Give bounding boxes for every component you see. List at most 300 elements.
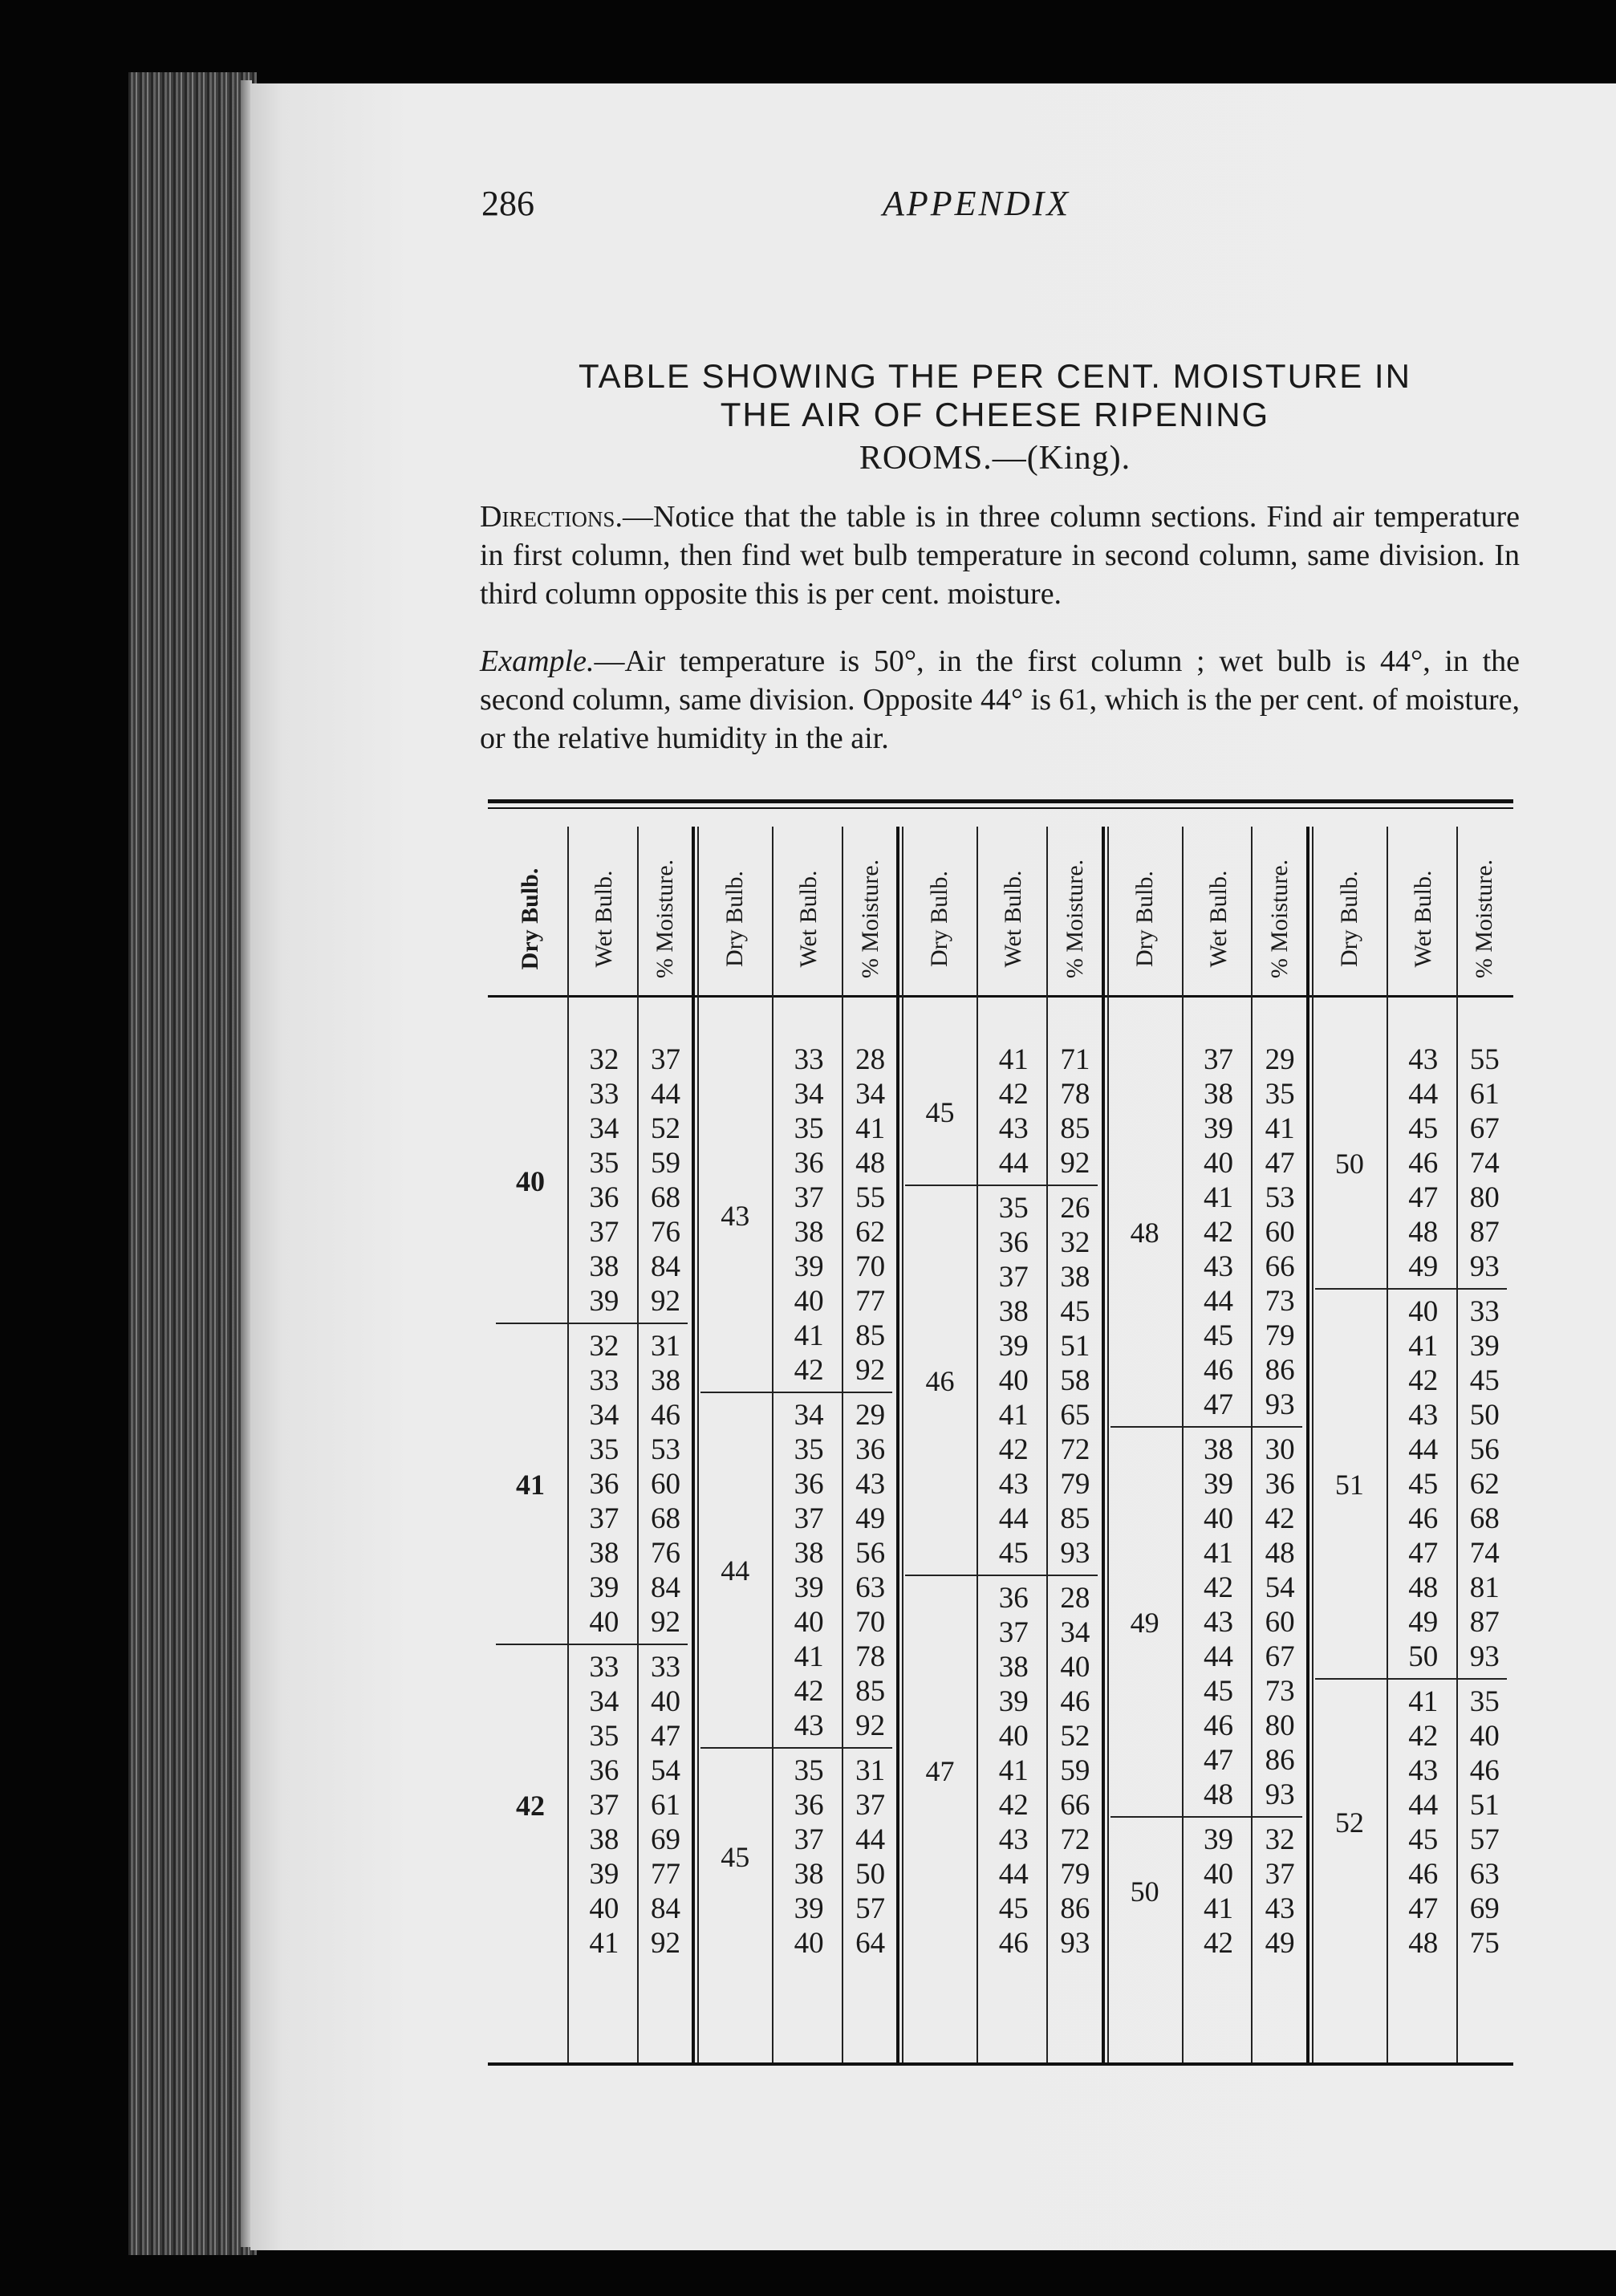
moisture-cell: 93 <box>1060 1926 1090 1960</box>
wet-bulb-cell: 48 <box>1408 1571 1439 1604</box>
moisture-cell: 80 <box>1469 1181 1500 1214</box>
moisture-cell: 59 <box>1060 1753 1090 1787</box>
wet-bulb-cell: 40 <box>1204 1502 1233 1535</box>
moisture-cell: 33 <box>1469 1294 1500 1328</box>
moisture-cell: 38 <box>1060 1260 1090 1294</box>
wet-bulb-cell: 35 <box>794 1753 824 1787</box>
moisture-cell: 76 <box>650 1536 680 1570</box>
wet-bulb-cell: 35 <box>794 1432 824 1466</box>
column-header-text: Dry Bulb. <box>926 871 953 967</box>
group-separator <box>700 1392 892 1393</box>
wet-bulb-cell: 41 <box>998 1753 1029 1787</box>
moisture-cell: 54 <box>1265 1571 1295 1604</box>
wet-bulb-cell: 33 <box>589 1650 619 1684</box>
wet-bulb-cell: 36 <box>998 1581 1029 1615</box>
example-label: Example. <box>480 644 595 678</box>
column-header-text: % Moisture. <box>1266 859 1293 979</box>
dry-bulb-cell: 46 <box>925 1364 955 1397</box>
wet-bulb-cell: 39 <box>589 1571 619 1604</box>
moisture-cell: 79 <box>1060 1857 1090 1891</box>
wet-bulb-cell: 46 <box>1204 1354 1233 1387</box>
wet-bulb-cell: 42 <box>1204 1571 1233 1604</box>
wet-bulb-cell: 45 <box>1408 1112 1439 1145</box>
moisture-cell: 36 <box>855 1432 886 1466</box>
moisture-cell: 34 <box>1060 1615 1090 1649</box>
column-header <box>989 835 1037 1003</box>
moisture-cell: 28 <box>855 1043 886 1076</box>
wet-bulb-cell: 43 <box>998 1467 1029 1501</box>
wet-bulb-cell: 38 <box>998 1650 1029 1684</box>
wet-bulb-cell: 47 <box>1408 1892 1439 1925</box>
wet-bulb-cell: 35 <box>794 1112 824 1145</box>
column-header-text: Wet Bulb. <box>1409 870 1436 968</box>
moisture-cell: 92 <box>650 1926 680 1960</box>
moisture-cell: 70 <box>855 1250 886 1283</box>
dry-bulb-cell: 45 <box>721 1841 750 1874</box>
moisture-cell: 50 <box>1469 1398 1500 1432</box>
moisture-cell: 70 <box>855 1605 886 1639</box>
moisture-cell: 50 <box>855 1857 886 1891</box>
wet-bulb-cell: 40 <box>589 1605 619 1639</box>
wet-bulb-cell: 37 <box>589 1502 619 1535</box>
column-header-text: % Moisture. <box>856 859 883 979</box>
panel-divider <box>692 827 695 2062</box>
moisture-cell: 68 <box>650 1502 680 1535</box>
title-line-3: ROOMS.—(King). <box>859 440 1131 477</box>
wet-bulb-cell: 42 <box>998 1788 1029 1822</box>
column-header-text: % Moisture. <box>1061 859 1088 979</box>
wet-bulb-cell: 42 <box>1408 1363 1439 1397</box>
wet-bulb-cell: 34 <box>589 1398 619 1432</box>
panel-divider <box>1306 827 1309 2062</box>
moisture-cell: 60 <box>1265 1216 1295 1249</box>
wet-bulb-cell: 40 <box>589 1892 619 1925</box>
column-header-text: Dry Bulb. <box>1131 871 1158 967</box>
moisture-cell: 45 <box>1469 1363 1500 1397</box>
moisture-cell: 62 <box>855 1216 886 1249</box>
moisture-cell: 52 <box>1060 1719 1090 1753</box>
wet-bulb-cell: 45 <box>1408 1823 1439 1856</box>
moisture-cell: 46 <box>650 1398 680 1432</box>
wet-bulb-cell: 44 <box>998 1857 1029 1891</box>
moisture-cell: 41 <box>1265 1112 1295 1145</box>
wet-bulb-cell: 41 <box>1204 1181 1233 1214</box>
column-header-text: % Moisture. <box>1471 859 1498 979</box>
wet-bulb-cell: 38 <box>1204 1432 1233 1466</box>
dry-bulb-cell: 40 <box>516 1164 546 1197</box>
wet-bulb-cell: 44 <box>1408 1788 1439 1822</box>
moisture-cell: 93 <box>1265 1388 1295 1421</box>
wet-bulb-cell: 41 <box>998 1398 1029 1432</box>
wet-bulb-cell: 37 <box>794 1823 824 1856</box>
group-separator <box>905 1185 1097 1186</box>
wet-bulb-cell: 48 <box>1408 1216 1439 1249</box>
moisture-cell: 28 <box>1060 1581 1090 1615</box>
example-paragraph <box>480 642 1520 758</box>
column-divider <box>1387 827 1388 2062</box>
moisture-cell: 52 <box>650 1112 680 1145</box>
moisture-cell: 92 <box>855 1354 886 1387</box>
column-header-text: Wet Bulb. <box>590 870 617 968</box>
moisture-cell: 77 <box>650 1857 680 1891</box>
wet-bulb-cell: 44 <box>1204 1285 1233 1318</box>
moisture-cell: 86 <box>1060 1892 1090 1925</box>
wet-bulb-cell: 43 <box>1204 1605 1233 1639</box>
moisture-cell: 93 <box>1265 1778 1295 1811</box>
moisture-cell: 46 <box>1060 1684 1090 1718</box>
moisture-cell: 66 <box>1060 1788 1090 1822</box>
wet-bulb-cell: 40 <box>1204 1857 1233 1891</box>
panel-divider <box>896 827 899 2062</box>
column-header-text: Dry Bulb. <box>517 868 544 970</box>
directions-text: —Notice that the table is in three column sections. Find air temperature in first column, then find wet bulb temperature in second column, same division. In third column opposite this is per cent. moisture. <box>480 500 1520 611</box>
group-separator <box>1315 1678 1507 1680</box>
wet-bulb-cell: 33 <box>794 1043 824 1076</box>
moisture-cell: 79 <box>1265 1319 1295 1352</box>
wet-bulb-cell: 44 <box>998 1147 1029 1180</box>
wet-bulb-cell: 41 <box>1408 1684 1439 1718</box>
moisture-cell: 53 <box>1265 1181 1295 1214</box>
moisture-cell: 54 <box>650 1753 680 1787</box>
moisture-cell: 38 <box>650 1363 680 1397</box>
moisture-cell: 75 <box>1469 1926 1500 1960</box>
wet-bulb-cell: 36 <box>794 1147 824 1180</box>
panel-divider-thin <box>697 827 699 2062</box>
wet-bulb-cell: 40 <box>1204 1147 1233 1180</box>
wet-bulb-cell: 41 <box>794 1319 824 1352</box>
moisture-cell: 56 <box>1469 1432 1500 1466</box>
wet-bulb-cell: 36 <box>998 1225 1029 1259</box>
moisture-cell: 58 <box>1060 1363 1090 1397</box>
moisture-cell: 37 <box>1265 1857 1295 1891</box>
wet-bulb-cell: 49 <box>1408 1605 1439 1639</box>
table-bottom-rule <box>488 2062 1513 2066</box>
moisture-cell: 35 <box>1469 1684 1500 1718</box>
wet-bulb-cell: 42 <box>794 1674 824 1708</box>
wet-bulb-cell: 41 <box>589 1926 619 1960</box>
wet-bulb-cell: 39 <box>589 1857 619 1891</box>
wet-bulb-cell: 44 <box>1408 1078 1439 1111</box>
group-separator <box>496 1644 688 1645</box>
column-header <box>1051 835 1099 1003</box>
wet-bulb-cell: 50 <box>1408 1640 1439 1673</box>
column-header <box>641 835 689 1003</box>
wet-bulb-cell: 43 <box>1408 1753 1439 1787</box>
wet-bulb-cell: 43 <box>998 1823 1029 1856</box>
moisture-cell: 77 <box>855 1285 886 1318</box>
column-divider <box>772 827 773 2062</box>
panel-divider-thin <box>902 827 903 2062</box>
moisture-cell: 57 <box>1469 1823 1500 1856</box>
wet-bulb-cell: 41 <box>1408 1329 1439 1363</box>
moisture-cell: 40 <box>1060 1650 1090 1684</box>
moisture-cell: 60 <box>1265 1605 1295 1639</box>
table-top-rule-thin <box>488 807 1513 809</box>
dry-bulb-cell: 51 <box>1334 1468 1364 1501</box>
column-divider <box>1182 827 1184 2062</box>
wet-bulb-cell: 44 <box>1204 1640 1233 1673</box>
moisture-cell: 43 <box>855 1467 886 1501</box>
moisture-cell: 85 <box>855 1319 886 1352</box>
column-header <box>847 835 895 1003</box>
moisture-cell: 32 <box>1060 1225 1090 1259</box>
wet-bulb-cell: 39 <box>1204 1823 1233 1856</box>
moisture-cell: 93 <box>1469 1640 1500 1673</box>
moisture-cell: 66 <box>1265 1250 1295 1283</box>
wet-bulb-cell: 38 <box>998 1294 1029 1328</box>
group-separator <box>1110 1816 1302 1818</box>
moisture-cell: 41 <box>855 1112 886 1145</box>
wet-bulb-cell: 32 <box>589 1329 619 1363</box>
wet-bulb-cell: 45 <box>1408 1467 1439 1501</box>
column-header <box>506 835 554 1003</box>
moisture-cell: 92 <box>650 1285 680 1318</box>
wet-bulb-cell: 37 <box>794 1181 824 1214</box>
wet-bulb-cell: 38 <box>1204 1078 1233 1111</box>
dry-bulb-cell: 45 <box>925 1095 955 1128</box>
wet-bulb-cell: 48 <box>1408 1926 1439 1960</box>
column-header <box>1399 835 1447 1003</box>
column-divider <box>977 827 978 2062</box>
moisture-cell: 65 <box>1060 1398 1090 1432</box>
wet-bulb-cell: 42 <box>998 1078 1029 1111</box>
moisture-cell: 47 <box>1265 1147 1295 1180</box>
moisture-cell: 48 <box>1265 1536 1295 1570</box>
moisture-cell: 49 <box>855 1502 886 1535</box>
moisture-cell: 86 <box>1265 1743 1295 1777</box>
wet-bulb-cell: 45 <box>998 1536 1029 1570</box>
book-spine <box>128 72 257 2255</box>
panel-divider <box>1102 827 1105 2062</box>
wet-bulb-cell: 46 <box>998 1926 1029 1960</box>
wet-bulb-cell: 36 <box>794 1467 824 1501</box>
moisture-cell: 46 <box>1469 1753 1500 1787</box>
moisture-cell: 78 <box>1060 1078 1090 1111</box>
wet-bulb-cell: 37 <box>589 1216 619 1249</box>
moisture-cell: 37 <box>650 1043 680 1076</box>
wet-bulb-cell: 45 <box>1204 1319 1233 1352</box>
moisture-cell: 63 <box>855 1571 886 1604</box>
moisture-cell: 53 <box>650 1432 680 1466</box>
wet-bulb-cell: 43 <box>1408 1043 1439 1076</box>
moisture-cell: 92 <box>650 1605 680 1639</box>
wet-bulb-cell: 38 <box>794 1536 824 1570</box>
column-header <box>1460 835 1508 1003</box>
wet-bulb-cell: 39 <box>794 1250 824 1283</box>
dry-bulb-cell: 42 <box>516 1789 546 1822</box>
directions-paragraph <box>480 498 1520 613</box>
moisture-cell: 74 <box>1469 1536 1500 1570</box>
column-header-text: Dry Bulb. <box>1335 871 1362 967</box>
moisture-cell: 45 <box>1060 1294 1090 1328</box>
wet-bulb-cell: 42 <box>1204 1216 1233 1249</box>
wet-bulb-cell: 39 <box>589 1285 619 1318</box>
wet-bulb-cell: 43 <box>1204 1250 1233 1283</box>
wet-bulb-cell: 40 <box>794 1605 824 1639</box>
wet-bulb-cell: 39 <box>794 1892 824 1925</box>
wet-bulb-cell: 46 <box>1204 1709 1233 1742</box>
column-header <box>1326 835 1374 1003</box>
wet-bulb-cell: 47 <box>1204 1388 1233 1421</box>
moisture-cell: 92 <box>1060 1147 1090 1180</box>
wet-bulb-cell: 37 <box>589 1788 619 1822</box>
wet-bulb-cell: 38 <box>589 1250 619 1283</box>
moisture-cell: 40 <box>650 1684 680 1718</box>
column-divider <box>567 827 569 2062</box>
dry-bulb-cell: 50 <box>1130 1875 1159 1908</box>
wet-bulb-cell: 43 <box>1408 1398 1439 1432</box>
dry-bulb-cell: 50 <box>1334 1148 1364 1180</box>
moisture-cell: 31 <box>855 1753 886 1787</box>
wet-bulb-cell: 34 <box>794 1078 824 1111</box>
moisture-cell: 69 <box>650 1823 680 1856</box>
moisture-cell: 61 <box>650 1788 680 1822</box>
column-header <box>1256 835 1304 1003</box>
example-text: —Air temperature is 50°, in the first column ; wet bulb is 44°, in the second column, same division. Opposite 44° is 61, which is the per cent. of moisture, or the relative humidity in the air. <box>480 644 1520 755</box>
wet-bulb-cell: 46 <box>1408 1857 1439 1891</box>
moisture-cell: 48 <box>855 1147 886 1180</box>
title-line-2: THE AIR OF CHEESE RIPENING <box>720 396 1270 433</box>
moisture-cell: 56 <box>855 1536 886 1570</box>
wet-bulb-cell: 41 <box>998 1043 1029 1076</box>
moisture-cell: 57 <box>855 1892 886 1925</box>
wet-bulb-cell: 38 <box>589 1823 619 1856</box>
wet-bulb-cell: 47 <box>1408 1536 1439 1570</box>
wet-bulb-cell: 37 <box>1204 1043 1233 1076</box>
column-header-text: Wet Bulb. <box>1000 870 1027 968</box>
wet-bulb-cell: 36 <box>589 1753 619 1787</box>
column-header <box>711 835 759 1003</box>
wet-bulb-cell: 40 <box>794 1285 824 1318</box>
moisture-cell: 85 <box>1060 1112 1090 1145</box>
moisture-cell: 78 <box>855 1640 886 1673</box>
wet-bulb-cell: 35 <box>589 1719 619 1753</box>
column-header-text: Wet Bulb. <box>1204 870 1232 968</box>
moisture-cell: 55 <box>1469 1043 1500 1076</box>
moisture-cell: 55 <box>855 1181 886 1214</box>
moisture-cell: 59 <box>650 1147 680 1180</box>
wet-bulb-cell: 40 <box>1408 1294 1439 1328</box>
wet-bulb-cell: 32 <box>589 1043 619 1076</box>
wet-bulb-cell: 33 <box>589 1078 619 1111</box>
wet-bulb-cell: 39 <box>1204 1467 1233 1501</box>
wet-bulb-cell: 35 <box>998 1191 1029 1225</box>
dry-bulb-cell: 44 <box>721 1554 750 1587</box>
moisture-cell: 39 <box>1469 1329 1500 1363</box>
dry-bulb-cell: 52 <box>1334 1806 1364 1839</box>
moisture-cell: 85 <box>855 1674 886 1708</box>
wet-bulb-cell: 45 <box>998 1892 1029 1925</box>
dry-bulb-cell: 47 <box>925 1754 955 1787</box>
wet-bulb-cell: 34 <box>794 1398 824 1432</box>
directions-label: Directions. <box>480 500 623 534</box>
wet-bulb-cell: 42 <box>1204 1926 1233 1960</box>
moisture-cell: 72 <box>1060 1432 1090 1466</box>
moisture-cell: 47 <box>650 1719 680 1753</box>
moisture-cell: 67 <box>1469 1112 1500 1145</box>
moisture-cell: 93 <box>1469 1250 1500 1283</box>
wet-bulb-cell: 48 <box>1204 1778 1233 1811</box>
moisture-cell: 84 <box>650 1571 680 1604</box>
moisture-cell: 35 <box>1265 1078 1295 1111</box>
column-header <box>580 835 628 1003</box>
group-separator <box>700 1747 892 1749</box>
wet-bulb-cell: 44 <box>1408 1432 1439 1466</box>
group-separator <box>496 1323 688 1324</box>
moisture-cell: 67 <box>1265 1640 1295 1673</box>
moisture-cell: 79 <box>1060 1467 1090 1501</box>
moisture-cell: 29 <box>855 1398 886 1432</box>
moisture-cell: 32 <box>1265 1823 1295 1856</box>
moisture-cell: 40 <box>1469 1719 1500 1753</box>
moisture-cell: 68 <box>650 1181 680 1214</box>
moisture-cell: 80 <box>1265 1709 1295 1742</box>
wet-bulb-cell: 34 <box>589 1112 619 1145</box>
wet-bulb-cell: 36 <box>589 1467 619 1501</box>
wet-bulb-cell: 49 <box>1408 1250 1439 1283</box>
table-top-rule <box>488 799 1513 803</box>
wet-bulb-cell: 39 <box>998 1684 1029 1718</box>
wet-bulb-cell: 38 <box>794 1216 824 1249</box>
moisture-cell: 34 <box>855 1078 886 1111</box>
moisture-cell: 37 <box>855 1788 886 1822</box>
moisture-cell: 87 <box>1469 1605 1500 1639</box>
moisture-cell: 92 <box>855 1709 886 1742</box>
group-separator <box>1315 1288 1507 1290</box>
wet-bulb-cell: 36 <box>794 1788 824 1822</box>
moisture-cell: 72 <box>1060 1823 1090 1856</box>
moisture-cell: 93 <box>1060 1536 1090 1570</box>
dry-bulb-cell: 43 <box>721 1199 750 1232</box>
wet-bulb-cell: 44 <box>998 1502 1029 1535</box>
wet-bulb-cell: 39 <box>998 1329 1029 1363</box>
column-header <box>1121 835 1169 1003</box>
running-head: APPENDIX <box>883 184 1071 223</box>
moisture-cell: 73 <box>1265 1285 1295 1318</box>
moisture-cell: 43 <box>1265 1892 1295 1925</box>
moisture-cell: 51 <box>1060 1329 1090 1363</box>
moisture-cell: 42 <box>1265 1502 1295 1535</box>
wet-bulb-cell: 40 <box>998 1719 1029 1753</box>
moisture-cell: 76 <box>650 1216 680 1249</box>
column-header <box>916 835 964 1003</box>
moisture-cell: 62 <box>1469 1467 1500 1501</box>
title-line-1: TABLE SHOWING THE PER CENT. MOISTURE IN <box>579 357 1411 395</box>
moisture-cell: 71 <box>1060 1043 1090 1076</box>
moisture-cell: 31 <box>650 1329 680 1363</box>
moisture-cell: 84 <box>650 1892 680 1925</box>
wet-bulb-cell: 42 <box>998 1432 1029 1466</box>
wet-bulb-cell: 47 <box>1408 1181 1439 1214</box>
panel-divider-thin <box>1107 827 1109 2062</box>
wet-bulb-cell: 38 <box>794 1857 824 1891</box>
moisture-cell: 86 <box>1265 1354 1295 1387</box>
column-header-text: % Moisture. <box>652 859 679 979</box>
moisture-cell: 87 <box>1469 1216 1500 1249</box>
column-header-text: Dry Bulb. <box>721 871 749 967</box>
moisture-cell: 51 <box>1469 1788 1500 1822</box>
moisture-cell: 85 <box>1060 1502 1090 1535</box>
group-separator <box>1110 1426 1302 1428</box>
wet-bulb-cell: 46 <box>1408 1502 1439 1535</box>
moisture-cell: 69 <box>1469 1892 1500 1925</box>
dry-bulb-cell: 41 <box>516 1468 546 1501</box>
dry-bulb-cell: 49 <box>1130 1606 1159 1639</box>
moisture-cell: 33 <box>650 1650 680 1684</box>
wet-bulb-cell: 37 <box>794 1502 824 1535</box>
wet-bulb-cell: 37 <box>998 1615 1029 1649</box>
wet-bulb-cell: 42 <box>794 1354 824 1387</box>
